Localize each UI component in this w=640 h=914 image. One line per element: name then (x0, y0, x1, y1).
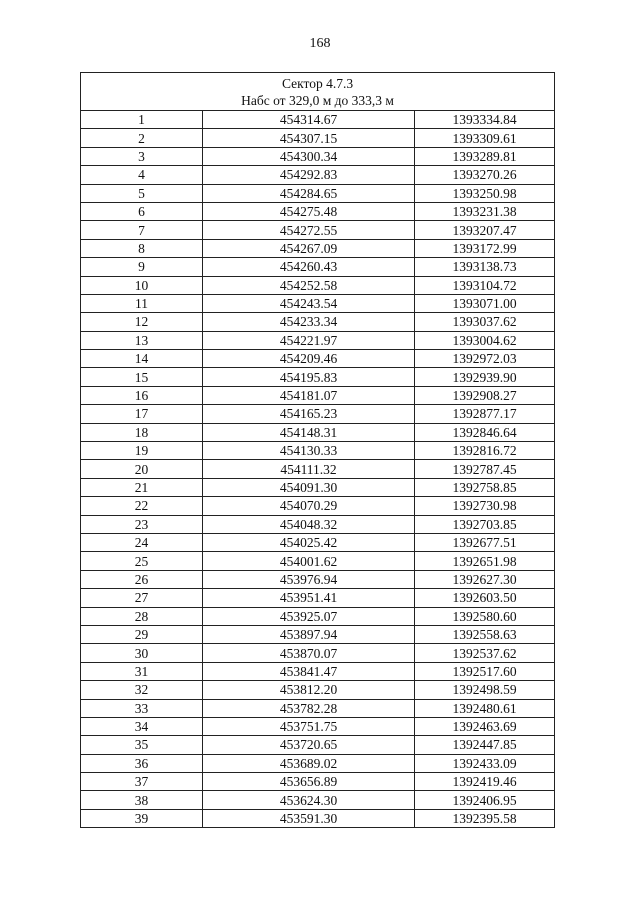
x-coordinate-cell: 454130.33 (203, 442, 415, 460)
table-row (81, 589, 555, 607)
y-coordinate-cell: 1393037.62 (415, 313, 555, 331)
y-coordinate-cell: 1392627.30 (415, 570, 555, 588)
table-row (81, 276, 555, 294)
x-coordinate-cell: 453897.94 (203, 625, 415, 643)
x-coordinate-cell: 454233.34 (203, 313, 415, 331)
table-row (81, 111, 555, 129)
x-coordinate-cell: 453656.89 (203, 773, 415, 791)
x-coordinate-cell: 454181.07 (203, 386, 415, 404)
coordinates-table-container (80, 72, 554, 828)
y-coordinate-cell: 1392939.90 (415, 368, 555, 386)
point-number-cell: 35 (81, 736, 203, 754)
point-number-cell: 1 (81, 111, 203, 129)
table-row (81, 202, 555, 220)
point-number-cell: 14 (81, 350, 203, 368)
x-coordinate-cell: 454243.54 (203, 294, 415, 312)
x-coordinate-cell: 454221.97 (203, 331, 415, 349)
x-coordinate-cell: 453624.30 (203, 791, 415, 809)
x-coordinate-cell: 454070.29 (203, 497, 415, 515)
y-coordinate-cell: 1392447.85 (415, 736, 555, 754)
table-row (81, 386, 555, 404)
y-coordinate-cell: 1392395.58 (415, 809, 555, 827)
point-number-cell: 28 (81, 607, 203, 625)
x-coordinate-cell: 454292.83 (203, 166, 415, 184)
y-coordinate-cell: 1393309.61 (415, 129, 555, 147)
x-coordinate-cell: 454272.55 (203, 221, 415, 239)
table-row (81, 552, 555, 570)
point-number-cell: 31 (81, 662, 203, 680)
x-coordinate-cell: 453751.75 (203, 717, 415, 735)
y-coordinate-cell: 1393334.84 (415, 111, 555, 129)
table-row (81, 607, 555, 625)
table-row (81, 368, 555, 386)
y-coordinate-cell: 1392846.64 (415, 423, 555, 441)
table-row (81, 350, 555, 368)
point-number-cell: 34 (81, 717, 203, 735)
y-coordinate-cell: 1392558.63 (415, 625, 555, 643)
x-coordinate-cell: 454284.65 (203, 184, 415, 202)
y-coordinate-cell: 1393231.38 (415, 202, 555, 220)
page-number: 168 (309, 36, 331, 51)
y-coordinate-cell: 1393172.99 (415, 239, 555, 257)
table-row (81, 294, 555, 312)
table-row (81, 313, 555, 331)
table-row (81, 625, 555, 643)
table-row (81, 662, 555, 680)
table-row (81, 478, 555, 496)
y-coordinate-cell: 1392603.50 (415, 589, 555, 607)
table-row (81, 754, 555, 772)
table-row (81, 239, 555, 257)
x-coordinate-cell: 453925.07 (203, 607, 415, 625)
table-row (81, 736, 555, 754)
table-row (81, 644, 555, 662)
table-row (81, 331, 555, 349)
table-row (81, 405, 555, 423)
point-number-cell: 5 (81, 184, 203, 202)
x-coordinate-cell: 454165.23 (203, 405, 415, 423)
point-number-cell: 38 (81, 791, 203, 809)
y-coordinate-cell: 1392537.62 (415, 644, 555, 662)
x-coordinate-cell: 454307.15 (203, 129, 415, 147)
x-coordinate-cell: 453870.07 (203, 644, 415, 662)
point-number-cell: 36 (81, 754, 203, 772)
x-coordinate-cell: 453720.65 (203, 736, 415, 754)
y-coordinate-cell: 1392651.98 (415, 552, 555, 570)
point-number-cell: 16 (81, 386, 203, 404)
point-number-cell: 29 (81, 625, 203, 643)
y-coordinate-cell: 1392406.95 (415, 791, 555, 809)
x-coordinate-cell: 454314.67 (203, 111, 415, 129)
x-coordinate-cell: 454275.48 (203, 202, 415, 220)
y-coordinate-cell: 1393004.62 (415, 331, 555, 349)
table-row (81, 460, 555, 478)
table-header-row (81, 73, 555, 111)
y-coordinate-cell: 1392787.45 (415, 460, 555, 478)
y-coordinate-cell: 1392480.61 (415, 699, 555, 717)
table-row (81, 699, 555, 717)
height-range-subtitle: Набс от 329,0 м до 333,3 м (241, 93, 394, 108)
x-coordinate-cell: 454091.30 (203, 478, 415, 496)
y-coordinate-cell: 1392517.60 (415, 662, 555, 680)
point-number-cell: 3 (81, 147, 203, 165)
point-number-cell: 8 (81, 239, 203, 257)
x-coordinate-cell: 454001.62 (203, 552, 415, 570)
y-coordinate-cell: 1393250.98 (415, 184, 555, 202)
point-number-cell: 39 (81, 809, 203, 827)
y-coordinate-cell: 1392463.69 (415, 717, 555, 735)
x-coordinate-cell: 454148.31 (203, 423, 415, 441)
table-row (81, 570, 555, 588)
y-coordinate-cell: 1392703.85 (415, 515, 555, 533)
table-body (81, 111, 555, 828)
point-number-cell: 10 (81, 276, 203, 294)
point-number-cell: 32 (81, 681, 203, 699)
y-coordinate-cell: 1392877.17 (415, 405, 555, 423)
y-coordinate-cell: 1392730.98 (415, 497, 555, 515)
y-coordinate-cell: 1392498.59 (415, 681, 555, 699)
point-number-cell: 37 (81, 773, 203, 791)
x-coordinate-cell: 453841.47 (203, 662, 415, 680)
table-row (81, 717, 555, 735)
point-number-cell: 23 (81, 515, 203, 533)
table-row (81, 423, 555, 441)
x-coordinate-cell: 453976.94 (203, 570, 415, 588)
table-row (81, 442, 555, 460)
x-coordinate-cell: 453689.02 (203, 754, 415, 772)
y-coordinate-cell: 1392677.51 (415, 533, 555, 551)
coordinates-table (80, 72, 555, 828)
table-row (81, 681, 555, 699)
x-coordinate-cell: 453812.20 (203, 681, 415, 699)
point-number-cell: 22 (81, 497, 203, 515)
point-number-cell: 7 (81, 221, 203, 239)
x-coordinate-cell: 454048.32 (203, 515, 415, 533)
x-coordinate-cell: 454025.42 (203, 533, 415, 551)
point-number-cell: 33 (81, 699, 203, 717)
table-row (81, 129, 555, 147)
y-coordinate-cell: 1393138.73 (415, 258, 555, 276)
point-number-cell: 12 (81, 313, 203, 331)
table-row (81, 258, 555, 276)
x-coordinate-cell: 454260.43 (203, 258, 415, 276)
table-header (81, 73, 555, 111)
x-coordinate-cell: 454195.83 (203, 368, 415, 386)
point-number-cell: 11 (81, 294, 203, 312)
x-coordinate-cell: 453782.28 (203, 699, 415, 717)
y-coordinate-cell: 1392433.09 (415, 754, 555, 772)
y-coordinate-cell: 1393207.47 (415, 221, 555, 239)
y-coordinate-cell: 1393104.72 (415, 276, 555, 294)
y-coordinate-cell: 1392758.85 (415, 478, 555, 496)
y-coordinate-cell: 1393270.26 (415, 166, 555, 184)
x-coordinate-cell: 454111.32 (203, 460, 415, 478)
x-coordinate-cell: 453591.30 (203, 809, 415, 827)
y-coordinate-cell: 1392580.60 (415, 607, 555, 625)
y-coordinate-cell: 1392908.27 (415, 386, 555, 404)
point-number-cell: 13 (81, 331, 203, 349)
x-coordinate-cell: 454267.09 (203, 239, 415, 257)
point-number-cell: 24 (81, 533, 203, 551)
point-number-cell: 18 (81, 423, 203, 441)
x-coordinate-cell: 453951.41 (203, 589, 415, 607)
table-row (81, 497, 555, 515)
point-number-cell: 19 (81, 442, 203, 460)
table-row (81, 147, 555, 165)
table-row (81, 791, 555, 809)
y-coordinate-cell: 1393289.81 (415, 147, 555, 165)
point-number-cell: 20 (81, 460, 203, 478)
table-row (81, 166, 555, 184)
point-number-cell: 27 (81, 589, 203, 607)
point-number-cell: 21 (81, 478, 203, 496)
table-row (81, 773, 555, 791)
point-number-cell: 17 (81, 405, 203, 423)
point-number-cell: 2 (81, 129, 203, 147)
sector-title: Сектор 4.7.3 (281, 76, 354, 91)
x-coordinate-cell: 454209.46 (203, 350, 415, 368)
point-number-cell: 4 (81, 166, 203, 184)
table-row (81, 809, 555, 827)
table-row (81, 533, 555, 551)
point-number-cell: 26 (81, 570, 203, 588)
point-number-cell: 30 (81, 644, 203, 662)
table-row (81, 221, 555, 239)
point-number-cell: 15 (81, 368, 203, 386)
y-coordinate-cell: 1392419.46 (415, 773, 555, 791)
point-number-cell: 25 (81, 552, 203, 570)
x-coordinate-cell: 454300.34 (203, 147, 415, 165)
table-row (81, 515, 555, 533)
x-coordinate-cell: 454252.58 (203, 276, 415, 294)
point-number-cell: 9 (81, 258, 203, 276)
y-coordinate-cell: 1393071.00 (415, 294, 555, 312)
point-number-cell: 6 (81, 202, 203, 220)
y-coordinate-cell: 1392972.03 (415, 350, 555, 368)
table-row (81, 184, 555, 202)
y-coordinate-cell: 1392816.72 (415, 442, 555, 460)
